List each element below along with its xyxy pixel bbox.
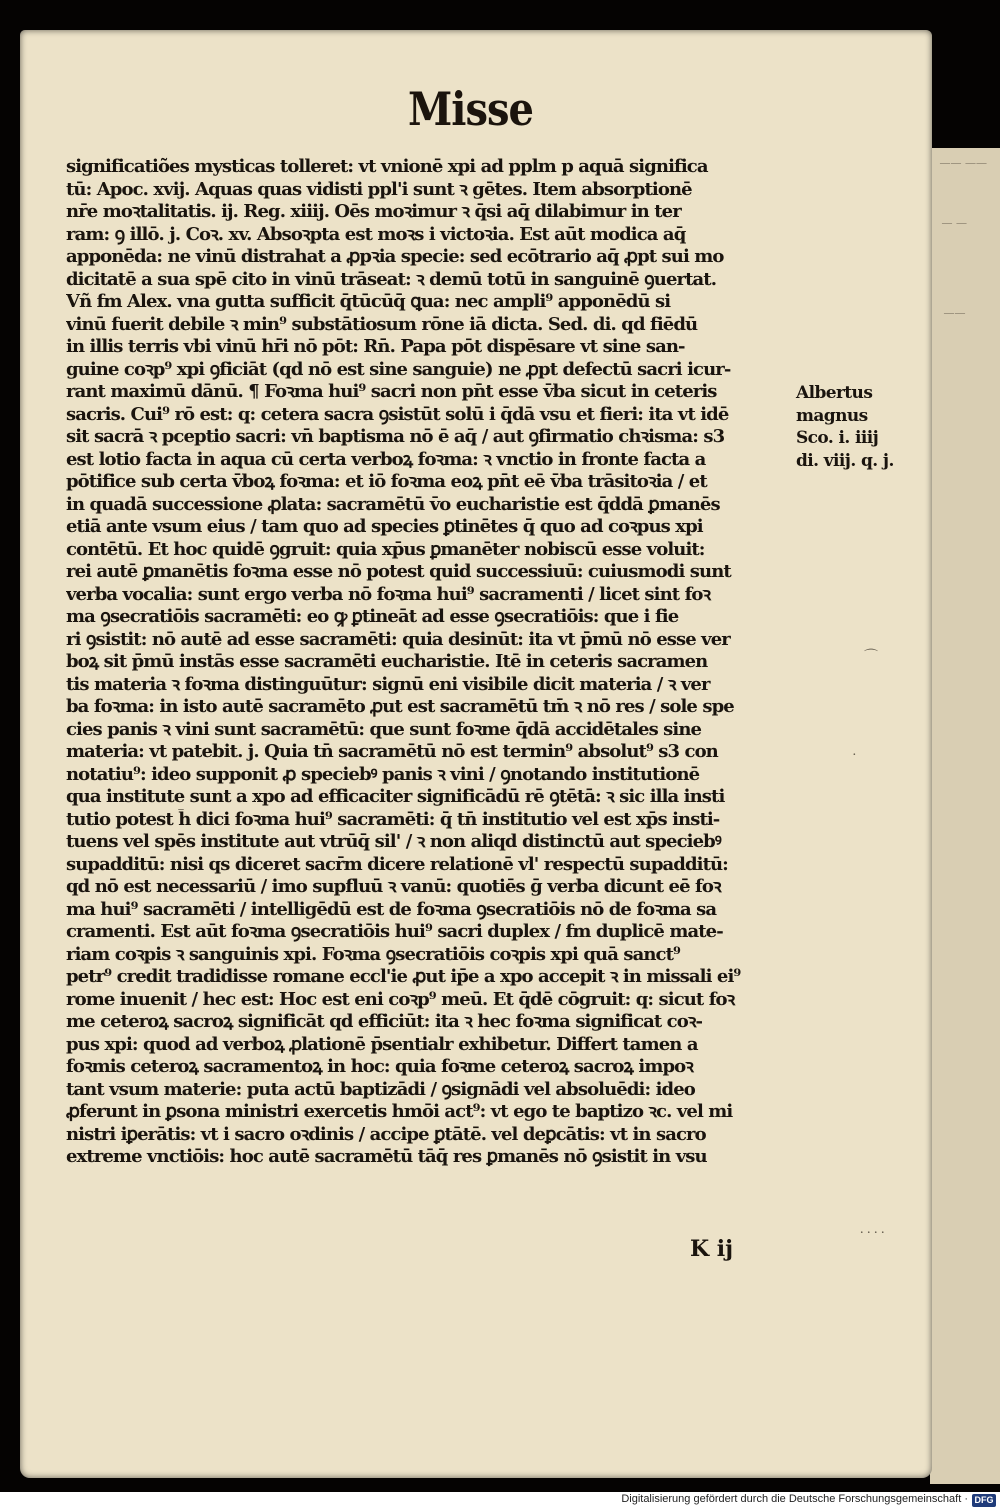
footer-credit: Digitalisierung gefördert durch die Deutsche Forschungsgemeinschaft ·	[621, 1493, 968, 1505]
marginal-note	[796, 382, 926, 472]
text-line: foꝛmis ceteroꝝ sacramentoꝝ in hoc: quia foꝛme ceteroꝝ sacroꝝ impoꝛ	[66, 1056, 693, 1077]
text-line: boꝝ sit p̄mū instās esse sacramēti eucharistie. Itē in ceteris sacramen	[66, 651, 708, 672]
text-line: tū: Apoc. xvij. Aquas quas vidisti ppl'i sunt ꝛ gētes. Item absorptionē	[66, 178, 692, 200]
footer-bar	[0, 1492, 1000, 1510]
running-head: Misse	[408, 82, 533, 137]
text-line: ri ꝯsistit: nō autē ad esse sacramēti: quia desinūt: ita vt p̄mū nō esse ver	[66, 628, 730, 650]
text-line: dicitatē a sua spē cito in vinū trāseat: ꝛ demū totū in sanguinē ꝯuertat.	[66, 268, 717, 290]
text-line: etiā ante vsum eius / tam quo ad species ꝑtinētes q̄ quo ad coꝛpus xpi	[66, 516, 703, 537]
text-line: tuens vel spēs institute aut vtrūq̄ sil' / ꝛ non aliqd distinctū aut speciebꝰ	[66, 831, 721, 852]
text-line: riam coꝛpis ꝛ sanguinis xpi. Foꝛma ꝯsecratiōis coꝛpis xpi quā sanct⁹	[66, 943, 680, 965]
text-line: cramenti. Est aūt foꝛma ꝯsecratiōis hui⁹ sacri duplex / fm duplicē mate-	[66, 921, 723, 942]
text-line: guine coꝛp⁹ xpi ꝯficiāt (qd nō est sine sanguie) ne ꝓpt defectū sacri icur-	[66, 358, 731, 380]
text-line: tis materia ꝛ foꝛma distinguūtur: signū eni visibile dicit materia / ꝛ ver	[66, 673, 710, 695]
marginal-note-line: magnus	[796, 405, 868, 426]
text-line: qd nō est necessariū / imo supfluū ꝛ vanū: quotiēs ḡ verba dicunt eē foꝛ	[66, 876, 721, 897]
text-line: nistri iꝑerātis: vt i sacro oꝛdinis / accipe ꝑtātē. vel deꝑcātis: vt in sacro	[66, 1123, 706, 1145]
marginal-note-line: Sco. i. iiij	[796, 428, 879, 448]
text-line: petr⁹ credit tradidisse romane eccl'ie ꝓut ip̄e a xpo accepit ꝛ in missali ei⁹	[66, 966, 741, 987]
text-line: tant vsum materie: puta actū baptizādi / ꝯsignādi vel absoluēdi: ideo	[66, 1078, 695, 1100]
text-line: ram: ꝯ illō. j. Coꝛ. xv. Absoꝛpta est moꝛs i victoꝛia. Est aūt modica aq̄	[66, 223, 686, 245]
bleed-through-marks: —— ——	[940, 158, 988, 169]
text-line: significatiões mysticas tolleret: vt vnionē xpi ad pplm p aquā significa	[66, 156, 708, 177]
text-line: Vñ fm Alex. vna gutta sufficit q̄tūcūq̄ ꝗua: nec ampli⁹ apponēdū si	[66, 291, 671, 312]
text-line: in illis terris vbi vinū hr̄i nō pōt: Rn̄. Papa pōt dispēsare vt sine san-	[66, 336, 685, 357]
text-line: rei autē ꝑmanētis foꝛma esse nō potest quid successiuū: cuiusmodi sunt	[66, 561, 731, 582]
text-line: vinū fuerit debile ꝛ min⁹ substātiosum rōne iā dicta. Sed. di. qd fiēdū	[66, 313, 698, 335]
bleed-through-marks: — —	[942, 218, 968, 229]
text-line: ma hui⁹ sacramēti / intelligēdū est de foꝛma ꝯsecratiōis nō de foꝛma sa	[66, 898, 717, 920]
text-line: rant maximū dānū. ¶ Foꝛma hui⁹ sacri non pn̄t esse v̄ba sicut in ceteris	[66, 381, 717, 402]
text-line: sit sacrā ꝛ pceptio sacri: vn̄ baptisma nō ē aq̄ / aut ꝯfirmatio chꝛisma: s3	[66, 426, 725, 447]
marginal-note-line: Albertus	[796, 383, 873, 403]
marginal-note-line: di. viij. q. j.	[796, 450, 894, 471]
text-line: qua institute sunt a xpo ad efficaciter significādū rē ꝯtētā: ꝛ sic illa insti	[66, 786, 725, 807]
text-line: tutio potest h̄ dici foꝛma hui⁹ sacramēti: q̄ tn̄ institutio vel est xp̄s insti-	[66, 808, 720, 830]
text-line: me ceteroꝝ sacroꝝ significāt qd efficiūt: ita ꝛ hec foꝛma significat coꝛ-	[66, 1011, 703, 1032]
text-line: ba foꝛma: in isto autē sacramēto ꝓut est sacramētū tm̄ ꝛ nō res / sole spe	[66, 696, 734, 717]
bleed-through-marks: ——	[944, 308, 966, 319]
text-line: contētū. Et hoc quidē ꝯgruit: quia xp̄us ꝑmanēter nobiscū esse voluit:	[66, 538, 705, 560]
text-line: extreme vnctiōis: hoc autē sacramētū tāq̄ res ꝑmanēs nō ꝯsistit in vsu	[66, 1146, 707, 1167]
text-line: in quadā successione ꝓlata: sacramētū v̄o eucharistie est q̄ddā ꝑmanēs	[66, 493, 720, 515]
text-line: est lotio facta in aqua cū certa verboꝝ foꝛma: ꝛ vnctio in fronte facta a	[66, 448, 706, 470]
text-line: pus xpi: quod ad verboꝝ ꝓlationē p̄sentialr exhibetur. Differt tamen a	[66, 1033, 698, 1055]
text-line: pōtifice sub certa v̄boꝝ foꝛma: et iō foꝛma eoꝝ pn̄t eē v̄ba trāsitoꝛia / et	[66, 471, 707, 492]
text-line: supadditū: nisi qs diceret sacr̄m dicere relationē vl' respectū supadditū:	[66, 853, 728, 875]
text-line: rome inuenit / hec est: Hoc est eni coꝛp⁹ meū. Et q̄dē cōgruit: q: sicut foꝛ	[66, 988, 735, 1010]
text-line: sacris. Cui⁹ rō est: q: cetera sacra ꝯsistūt solū i q̄dā vsu et fieri: ita vt idē	[66, 403, 729, 425]
text-line: nr̄e moꝛtalitatis. ij. Reg. xiiij. Oēs moꝛimur ꝛ q̄si aq̄ dilabimur in ter	[66, 201, 681, 222]
text-line: verba vocalia: sunt ergo verba nō foꝛma hui⁹ sacramenti / licet sint foꝛ	[66, 583, 711, 605]
text-line: ma ꝯsecratiōis sacramēti: eo ꝙ ꝑtineāt ad esse ꝯsecratiōis: que i fie	[66, 606, 679, 627]
text-line: apponēda: ne vinū distrahat a ꝓpꝛia specie: sed ecōtrario aq̄ ꝓpt sui mo	[66, 246, 724, 267]
signature-mark: K ij	[690, 1236, 734, 1262]
margin-mark: ⌒	[864, 650, 878, 665]
margin-mark: ·	[852, 748, 857, 763]
dfg-logo: DFG	[972, 1494, 996, 1507]
adjacent-page-edge	[930, 148, 1000, 1484]
text-line: notatiu⁹: ideo supponit ꝓ speciebꝰ panis ꝛ vini / ꝯnotando institutionē	[66, 763, 700, 785]
text-line: ꝓferunt in ꝑsona ministri exercetis hmōi act⁹: vt ego te baptizo ꝛc. vel mi	[66, 1101, 733, 1122]
text-line: materia: vt patebit. j. Quia tn̄ sacramētū nō est termin⁹ absolut⁹ s3 con	[66, 741, 718, 762]
body-text	[66, 156, 782, 1169]
text-line: cies panis ꝛ vini sunt sacramētū: que sunt foꝛme q̄dā accidētales sine	[66, 718, 702, 740]
margin-mark: . . . .	[860, 1222, 885, 1237]
